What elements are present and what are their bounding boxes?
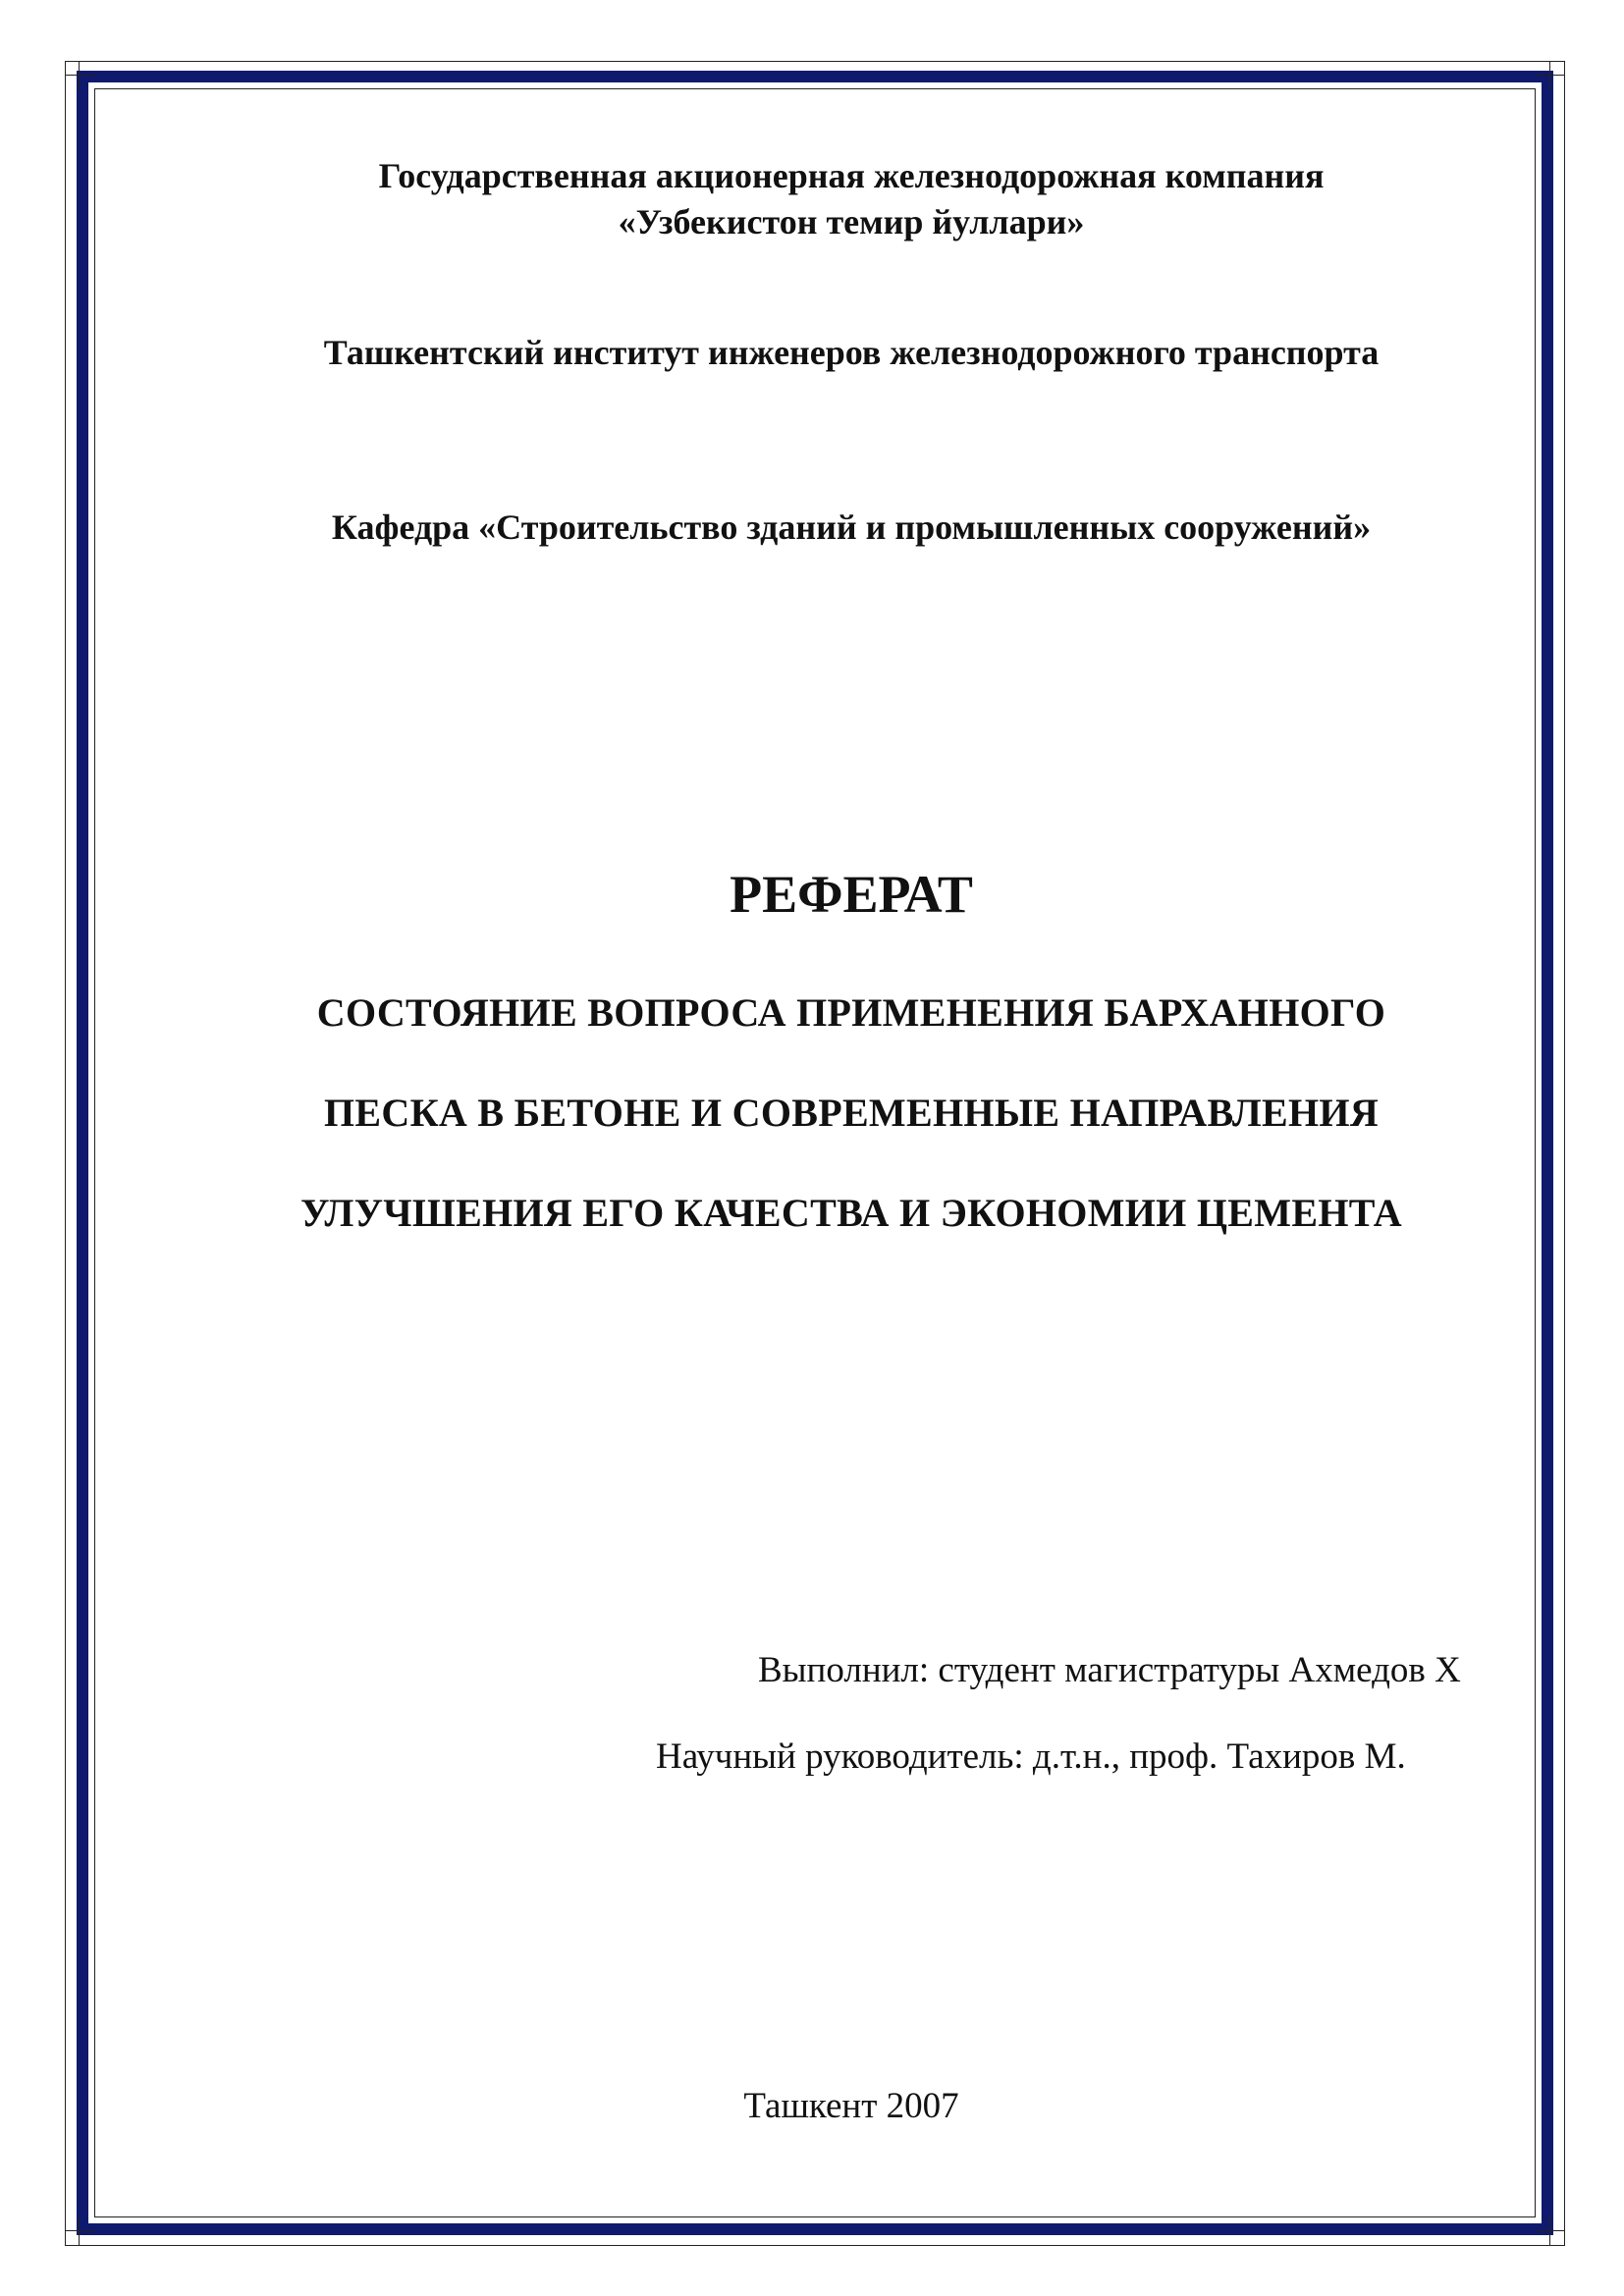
topic-line-3: УЛУЧШЕНИЯ ЕГО КАЧЕСТВА И ЭКОНОМИИ ЦЕМЕНТА [300,1191,1402,1235]
performed-by: Выполнил: студент магистратуры Ахмедов Х [758,1650,1461,1690]
topic-line-1: СОСТОЯНИЕ ВОПРОСА ПРИМЕНЕНИЯ БАРХАННОГО [316,990,1386,1035]
institute-name: Ташкентский институт инженеров железнодорожного транспорта [323,333,1380,372]
city-and-year: Ташкент 2007 [743,2086,959,2126]
department-name: Кафедра «Строительство зданий и промышленных сооружений» [331,507,1372,547]
corner-ornament-top-left [65,61,94,90]
company-name-line-2: «Узбекистон темир йуллари» [618,202,1085,241]
corner-ornament-bottom-left [65,2216,94,2246]
corner-ornament-top-right [1536,61,1565,90]
company-name-line-1: Государственная акционерная железнодорожная компания [378,156,1325,195]
document-type-title: РЕФЕРАТ [730,865,973,924]
topic-line-2: ПЕСКА В БЕТОНЕ И СОВРЕМЕННЫЕ НАПРАВЛЕНИЯ [323,1091,1380,1135]
scientific-supervisor: Научный руководитель: д.т.н., проф. Тахиров М. [656,1736,1406,1777]
frame-inner-line [94,88,1536,2217]
corner-ornament-bottom-right [1536,2216,1565,2246]
